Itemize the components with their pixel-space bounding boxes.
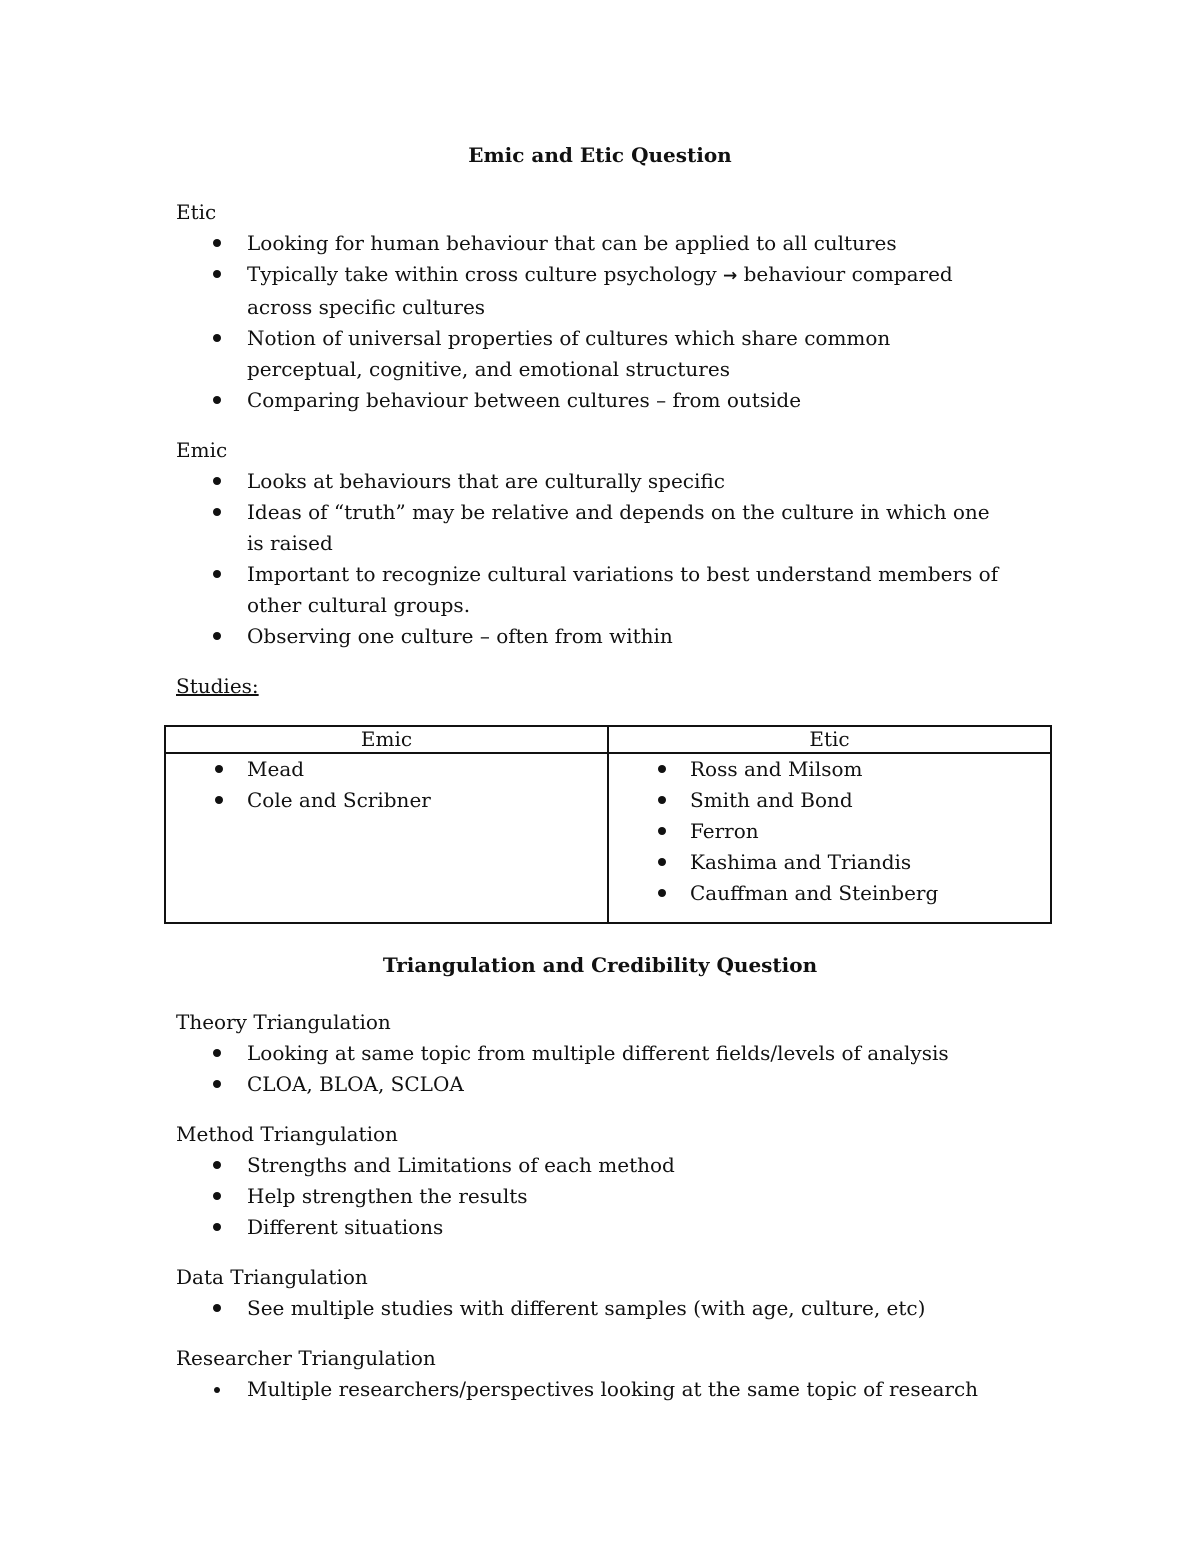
list-item: Ross and Milsom xyxy=(609,754,1050,785)
etic-section xyxy=(176,197,1036,416)
etic-label: Etic xyxy=(176,200,217,224)
document-content xyxy=(176,140,1036,1405)
studies-label: Studies: xyxy=(176,674,259,698)
data-label: Data Triangulation xyxy=(176,1265,368,1289)
theory-label: Theory Triangulation xyxy=(176,1010,391,1034)
list-item: Notion of universal properties of cultures which share common perceptual, cognitive, and emotional structures xyxy=(176,323,1007,385)
data-section xyxy=(176,1262,1036,1324)
studies-table xyxy=(164,725,1052,924)
list-item: Important to recognize cultural variations to best understand members of other cultural groups. xyxy=(176,559,1007,621)
table-header-etic: Etic xyxy=(608,726,1051,753)
list-item: Comparing behaviour between cultures – from outside xyxy=(176,385,1007,416)
researcher-section xyxy=(176,1343,1036,1405)
list-item: Looking for human behaviour that can be applied to all cultures xyxy=(176,228,1007,259)
method-list xyxy=(176,1150,1036,1243)
emic-studies-list xyxy=(166,754,607,816)
arrow-right-icon: → xyxy=(722,266,738,286)
method-label: Method Triangulation xyxy=(176,1122,398,1146)
list-item: CLOA, BLOA, SCLOA xyxy=(176,1069,1007,1100)
list-item: Looking at same topic from multiple different fields/levels of analysis xyxy=(176,1038,1007,1069)
list-item: Looks at behaviours that are culturally specific xyxy=(176,466,1007,497)
heading-triangulation: Triangulation and Credibility Question xyxy=(382,953,818,977)
theory-section xyxy=(176,1007,1036,1100)
data-list xyxy=(176,1293,1036,1324)
list-item: Observing one culture – often from within xyxy=(176,621,1007,652)
list-item: Ferron xyxy=(609,816,1050,847)
list-item: Ideas of “truth” may be relative and depends on the culture in which one is raised xyxy=(176,497,1007,559)
etic-studies-list xyxy=(609,754,1050,909)
list-item: Typically take within cross culture psychology → behaviour compared across specific cultures xyxy=(176,259,1007,323)
list-item: Help strengthen the results xyxy=(176,1181,1007,1212)
list-item: Strengths and Limitations of each method xyxy=(176,1150,1007,1181)
emic-studies-cell xyxy=(165,753,608,923)
heading-emic-etic: Emic and Etic Question xyxy=(468,143,732,167)
emic-section xyxy=(176,435,1036,652)
theory-list xyxy=(176,1038,1036,1100)
method-section xyxy=(176,1119,1036,1243)
researcher-list xyxy=(176,1374,1036,1405)
etic-list xyxy=(176,228,1036,416)
researcher-label: Researcher Triangulation xyxy=(176,1346,436,1370)
list-item: Kashima and Triandis xyxy=(609,847,1050,878)
list-item: Cole and Scribner xyxy=(166,785,607,816)
list-item: Smith and Bond xyxy=(609,785,1050,816)
list-item: Multiple researchers/perspectives looking at the same topic of research xyxy=(176,1374,1007,1405)
list-item: Cauffman and Steinberg xyxy=(609,878,1050,909)
emic-label: Emic xyxy=(176,438,228,462)
list-item: Mead xyxy=(166,754,607,785)
list-item: Different situations xyxy=(176,1212,1007,1243)
emic-list xyxy=(176,466,1036,652)
table-header-emic: Emic xyxy=(165,726,608,753)
list-item: See multiple studies with different samples (with age, culture, etc) xyxy=(176,1293,1007,1324)
etic-studies-cell xyxy=(608,753,1051,923)
